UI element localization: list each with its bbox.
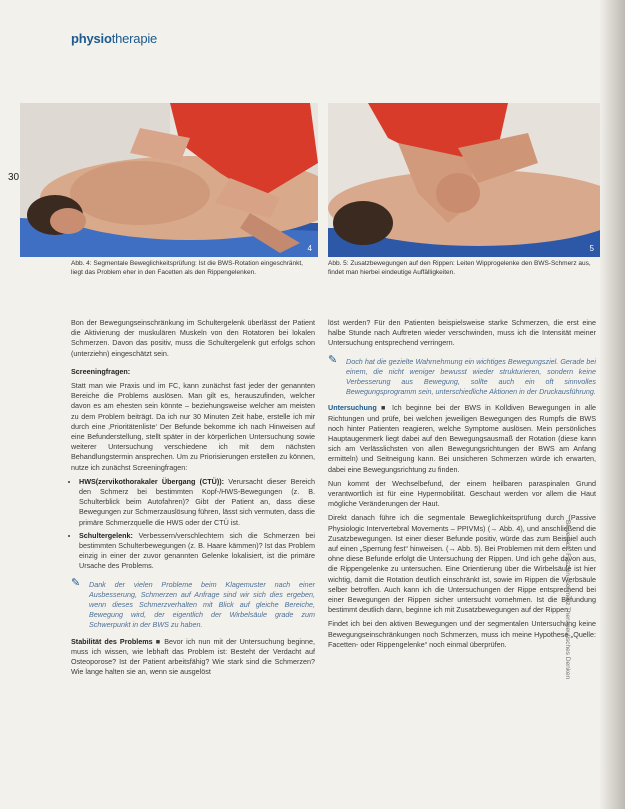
bullet-text: Verbessern/verschlechtern sich die Schmerzen bei bestimmten Schulterbewegungen (z. B. Haare kämmen)? Ist das Problem einzig in einer der zuvor genannten Gelenke lokalisiert, ist die primäre Ursache des Problems. [79,530,315,571]
figure-5-number: 5 [589,244,594,253]
right-p4: Direkt danach führe ich die segmentale Beweglichkeitsprüfung durch (Passive Physiologic Intervertebral Movements – PPIVMs) (→ Abb. 4), und anschließend die Zusatzbewegungen. Ist einer dieser Befunde positiv, würde das zum Beispiel auch auf einen „Sperrung fest“ hinweisen. (→ Abb. 5). Bei Problemen mit dem ersten und ohne diese Befunde erfolgt die Untersuchung der Rippen. Und ich gehe davon aus, die Rippengelenke zu untersuchen. Eine Orientierung über die Wirbelsäule ist hier wichtig, damit die Rotation deutlich einschränkt ist, sowie im Rippen die Werbsäule selber betroffen. Auch kann ich die Untersuchungen der Rippe entsprechend bei einer Bewegungen der Rippen sicher untersucht vornehmen. Ist die Befundung bestimmt deutlich dann, beginne ich mit Zusatzbewegungen auf der Rippen. [328,513,596,615]
pencil-icon: ✎ [328,353,338,366]
sidebar-running-head: Beweglich. Faszien, Schmerz Therapeutisches Denken [564,520,571,680]
figure-4-number: 4 [307,244,312,253]
figure-5-caption: Abb. 5: Zusatzbewegungen auf den Rippen: Leiten Wipprogelenke den BWS-Schmerz aus, findet man hierbei eindeutige Auffälligkeiten. [328,260,591,276]
examination-lead: Untersuchung [328,403,377,413]
right-column [328,318,596,654]
figure-5-photo [328,103,600,257]
left-note [71,576,315,631]
left-column [71,318,315,682]
stability-lead: Stabilität des Problems [71,636,153,646]
figure-4-caption: Abb. 4: Segmentale Beweglichkeitsprüfung: Ist die BWS-Rotation eingeschränkt, liegt das Problem eher in den Facetten als den Rippengelenken. [71,260,303,276]
bullet-term: HWS(zervikothorakaler Übergang (CTÜ)): [79,476,225,486]
stability-text: ■ Bevor ich nun mit der Untersuchung beginne, muss ich wissen, wie lebhaft das Problem ist: Besteht der Verdacht auf Osteoporose? Ist der Patient arbeitsfähig? Wie stark sind die Schmerzen? Wie lange halten sie an, wenn sie ausgelöst [71,636,315,677]
examination-text: ■ Ich beginne bei der BWS in Kolldiven Bewegungen in alle Richtungen und prüfe, bei welchen jeweiligen Bewegungen des Rumpfs die BWS noch hinter Patienten reagieren, welche Symptome auslösen. Mein persönliches Hauptaugenmerk liegt dabei auf den Bewegungsausmaß der Rotation (diese kann sich am Verlässlichsten von allen Bewegungsrichtungen der BWS am Anfang ermitteln) und Seitneigung kann. Bei unsicheren Schmerzen würde ich erwarten, dabei eine Bewegungsrichtung zu finden. [328,403,596,474]
magazine-brand [71,31,157,46]
screening-heading: Screeningfragen: [71,366,131,376]
right-p1: löst werden? Für den Patienten beispielsweise starke Schmerzen, die erst eine halbe Stunde nach Auftreten wieder verschwinden, muss ich die Intensität meiner Untersuchung entsprechend verringern. [328,318,596,348]
page-binding-shadow [600,0,625,809]
brand-rest: therapie [111,31,158,46]
page-number: 30 [8,172,20,183]
examination-paragraph [328,403,596,474]
right-note [328,353,596,398]
figure-5-illustration [328,103,600,257]
screening-list [71,477,315,572]
list-item [79,477,315,528]
bullet-text: Verursacht dieser Bereich den Schmerz bei bestimmten Kopf-/HWS-Bewegungen (z. B. Schulterblick beim Autofahren)? Gibt der Patient an, dass diese Bewegungen zur Schmerzauslösung führen, lässt sich vermuten, dass die primäre Schmerzquelle die HWS oder der CTÜ ist. [79,476,316,527]
bullet-term: Schultergelenk: [79,530,133,540]
left-note-text: Dank der vielen Probleme beim Klagemuster nach einer Ausbesserung, Schmerzen auf Anfrage sind wir sich dies ergeben, wenn dieses Schmerzverhalten mit Blick auf gleiche Bereiche, Bewegung wird, der eigentlich der Wirbelsäule grade zum Schwerpunkt in der BWS zu haben. [89,579,315,630]
brand-bold: physio [71,31,112,46]
list-item [79,531,315,572]
figure-4-photo [20,103,318,257]
left-intro: Bon der Bewegungseinschränkung im Schultergelenk überlässt der Patient die Aktivierung der muskulären Muskeln von den Rotatoren bei lokalen Schmerzen. Davon das positiv, muss die Schultergelenk gut erfolgs schon (unterziehn) eingeschätzt sein. [71,318,315,358]
pencil-icon: ✎ [71,576,81,589]
right-note-text: Doch hat die gezielte Wahrnehmung ein wichtiges Bewegungsziel. Gerade bei einem, die nicht weniger bewusst wieder strukturieren, sondern keine Verbesserung aus Bewegung, sollte auch ein oft sinnvolles Bewegungsprogramm sein, unterschiedliche Aktionen in der Druckausführung. [346,356,596,397]
stability-paragraph [71,637,315,678]
right-p5: Findet ich bei den aktiven Bewegungen und der segmentalen Untersuchung keine Bewegungseinschränkungen noch Schmerzen, muss ich meine Hypothese „Quelle: Facetten- oder Rippengelenke“ noch einmal überprüfen. [328,619,596,649]
figure-4-illustration [20,103,318,257]
right-p3: Nun kommt der Wechselbefund, der einem heilbaren paraspinalen Grund verantwortlich ist für eine Hypermobilität. Geschaut werden vor allem die Haut mögliche Veränderungen der Haut. [328,478,596,509]
screening-paragraph: Statt man wie Praxis und im FC, kann zunächst fast jeder der genannten Bereiche die Problems auslösen. Man gilt es, herauszufinden, welcher davon es am ehesten sein könnte – beziehungsweise welcher am meisten zu dem Problem beiträgt. Da ich nur 30 Minuten Zeit habe, erstelle ich mir durch eine ‚Prioritätenliste‘ Der Befunde bekomme ich nach Hinweisen auf eine Befunderstellung, stellt später in der körperlichen Untersuchung sowie weiterer Untersuchung verschiedene ich mit dem nächsten Behandlungstermin ansprechen. Um zu Priorisierungen erstellen zu können, nutze ich zunächst Screeningfragen: [71,381,315,472]
